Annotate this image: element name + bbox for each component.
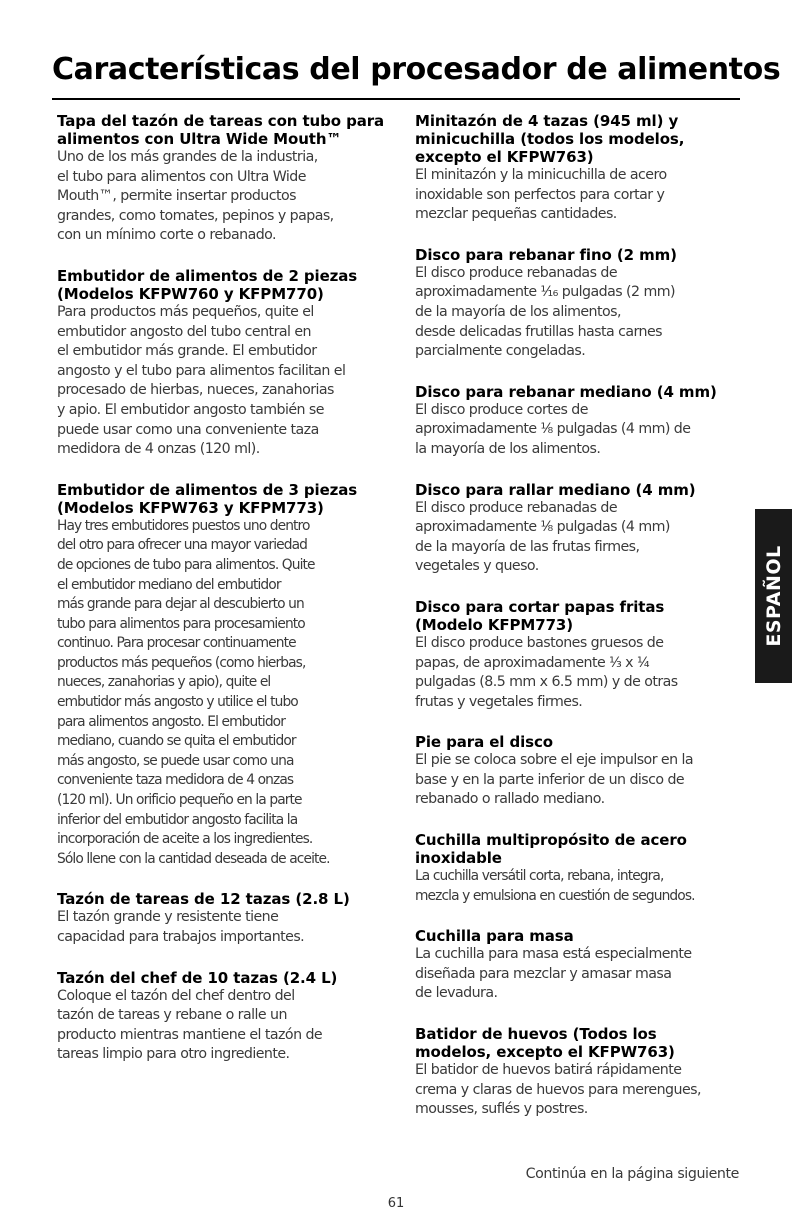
section-medium-shredding-disc <box>415 481 742 577</box>
page-number: 61 <box>387 1196 405 1211</box>
section-chef-bowl <box>57 969 385 1065</box>
language-side-tab <box>755 509 792 683</box>
continued-next-page-note: Continúa en la página siguiente <box>525 1166 739 1182</box>
section-disc-stem <box>415 733 742 810</box>
section-thin-slicing-disc <box>415 246 742 362</box>
section-body: El tazón grande y resistente tiene capacidad para trabajos importantes. <box>57 909 305 945</box>
section-heading: Pie para el disco <box>415 733 553 752</box>
section-mini-bowl <box>415 112 742 225</box>
section-body: Coloque el tazón del chef dentro del tazón de tareas y rebane o ralle un producto mientras mantiene el tazón de tareas limpio para otro ingrediente. <box>57 987 323 1063</box>
section-heading: Disco para rebanar mediano (4 mm) <box>415 382 717 401</box>
section-heading: Embutidor de alimentos de 2 piezas (Modelos KFPW760 y KFPM770) <box>57 266 358 303</box>
left-column <box>57 112 385 1086</box>
section-body: El disco produce bastones gruesos de papas, de aproximadamente ¹⁄₃ x ¹⁄₄ pulgadas (8.5 mm x 6.5 mm) y de otras frutas y vegetales firmes. <box>415 634 678 710</box>
section-heading: Tazón del chef de 10 tazas (2.4 L) <box>57 968 338 987</box>
section-body: La cuchilla para masa está especialmente diseñada para mezclar y amasar masa de levadura. <box>415 946 692 1002</box>
title-divider <box>52 98 740 100</box>
section-heading: Batidor de huevos (Todos los modelos, excepto el KFPW763) <box>415 1025 675 1062</box>
section-heading: Disco para cortar papas fritas (Modelo KFPM773) <box>415 597 665 634</box>
section-body: Para productos más pequeños, quite el embutidor angosto del tubo central en el embutidor más grande. El embutidor angosto y el tubo para alimentos facilitan el procesado de hierbas, nueces, zanahorias y apio. El embutidor angosto también se puede usar como una conveniente taza medidora de 4 onzas (120 ml). <box>57 303 346 458</box>
page-title: Características del procesador de alimentos <box>52 52 781 87</box>
section-medium-slicing-disc <box>415 383 742 460</box>
section-body: El disco produce rebanadas de aproximadamente ¹⁄₈ pulgadas (4 mm) de la mayoría de las frutas firmes, vegetales y queso. <box>415 499 670 575</box>
section-multipurpose-blade <box>415 831 742 906</box>
section-body: El disco produce rebanadas de aproximadamente ¹⁄₁₆ pulgadas (2 mm) de la mayoría de los alimentos, desde delicadas frutillas hasta carnes parcialmente congeladas. <box>415 264 675 360</box>
section-heading: Cuchilla para masa <box>415 927 574 946</box>
section-work-bowl <box>57 890 385 947</box>
section-body: La cuchilla versátil corta, rebana, integra, mezcla y emulsiona en cuestión de segundos. <box>415 868 695 904</box>
section-egg-whip <box>415 1025 742 1120</box>
section-dough-blade <box>415 927 742 1004</box>
section-heading: Minitazón de 4 tazas (945 ml) y minicuchilla (todos los modelos, excepto el KFPW763) <box>415 112 685 166</box>
section-heading: Disco para rallar mediano (4 mm) <box>415 480 696 499</box>
section-body: El minitazón y la minicuchilla de acero inoxidable son perfectos para cortar y mezclar pequeñas cantidades. <box>415 167 667 223</box>
section-3-piece-pusher <box>57 481 385 870</box>
section-body: Uno de los más grandes de la industria, el tubo para alimentos con Ultra Wide Mouth™, permite insertar productos grandes, como tomates, pepinos y papas, con un mínimo corte o rebanado. <box>57 149 334 244</box>
section-french-fry-disc <box>415 598 742 712</box>
section-heading: Cuchilla multipropósito de acero inoxidable <box>415 831 687 868</box>
section-ultra-wide-mouth-lid <box>57 112 385 246</box>
language-side-tab-label: ESPAÑOL <box>762 545 785 647</box>
section-body: El batidor de huevos batirá rápidamente crema y claras de huevos para merengues, mousses, suflés y postres. <box>415 1062 701 1118</box>
section-heading: Disco para rebanar fino (2 mm) <box>415 245 677 264</box>
section-body: Hay tres embutidores puestos uno dentro del otro para ofrecer una mayor variedad de opciones de tubo para alimentos. Quite el embutidor mediano del embutidor más grande para dejar al descubierto un tubo para alimentos para procesamiento continuo. Para procesar continuamente productos más pequeños (como hierbas, nueces, zanahorias y apio), quite el embutidor más angosto y utilice el tubo para alimentos angosto. El embutidor mediano, cuando se quita el embutidor más angosto, se puede usar como una conveniente taza medidora de 4 onzas (120 ml). Un orificio pequeño en la parte inferior del embutidor angosto facilita la incorporación de aceite a los ingredientes. Sólo llene con la cantidad deseada de aceite. <box>57 517 330 867</box>
section-heading: Tazón de tareas de 12 tazas (2.8 L) <box>57 890 350 909</box>
right-column <box>415 112 742 1141</box>
section-heading: Embutidor de alimentos de 3 piezas (Modelos KFPW763 y KFPM773) <box>57 480 358 517</box>
section-body: El pie se coloca sobre el eje impulsor en la base y en la parte inferior de un disco de rebanado o rallado mediano. <box>415 752 694 808</box>
section-heading: Tapa del tazón de tareas con tubo para alimentos con Ultra Wide Mouth™ <box>57 112 385 148</box>
section-body: El disco produce cortes de aproximadamente ¹⁄₈ pulgadas (4 mm) de la mayoría de los alimentos. <box>415 401 691 457</box>
section-2-piece-pusher <box>57 267 385 460</box>
